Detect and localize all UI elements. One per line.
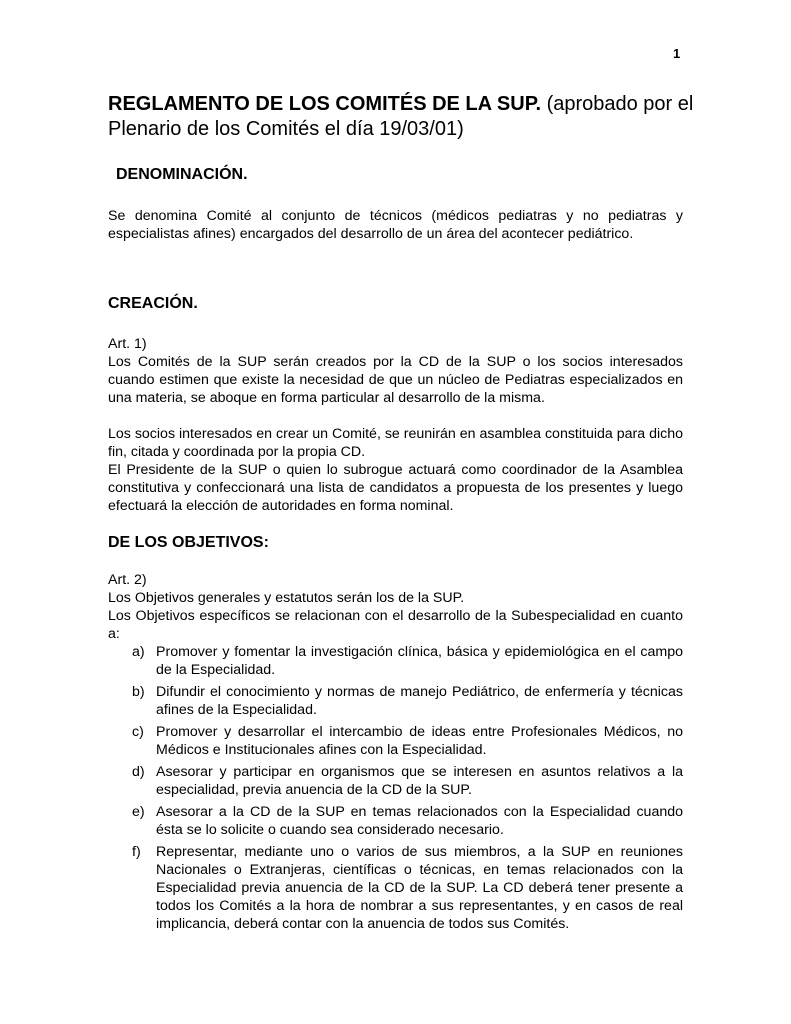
- objective-letter: d): [132, 764, 145, 780]
- objetivos-paragraph-2: Los Objetivos específicos se relacionan con el desarrollo de la Subespecialidad en cuanto a:: [108, 608, 683, 642]
- objective-text: Promover y desarrollar el intercambio de ideas entre Profesionales Médicos, no Médicos e Institucionales afines con la Especialidad.: [156, 724, 683, 758]
- objective-item-a: [132, 643, 683, 679]
- objective-item-d: [132, 763, 683, 799]
- document-title-bold: REGLAMENTO DE LOS COMITÉS DE LA SUP.: [108, 93, 542, 115]
- objective-text: Promover y fomentar la investigación clínica, básica y epidemiológica en el campo de la Especialidad.: [156, 644, 683, 678]
- objective-text: Representar, mediante uno o varios de sus miembros, a la SUP en reuniones Nacionales o Extranjeras, científicas o técnicas, en temas relacionados con la Especialidad previa anuencia de la CD de la SUP. La CD deberá tener presente a todos los Comités a la hora de nombrar a sus representantes, y en casos de real implicancia, deberá contar con la anuencia de todos sus Comités.: [156, 844, 683, 932]
- objective-text: Asesorar y participar en organismos que se interesen en asuntos relativos a la especialidad, previa anuencia de la CD de la SUP.: [156, 764, 683, 798]
- page-number: 1: [673, 46, 681, 61]
- objective-text: Difundir el conocimiento y normas de manejo Pediátrico, de enfermería y técnicas afines de la Especialidad.: [156, 684, 683, 718]
- denominacion-paragraph: Se denomina Comité al conjunto de técnicos (médicos pediatras y no pediatras y especialistas afines) encargados del desarrollo de un área del acontecer pediátrico.: [108, 208, 683, 242]
- section-heading-objetivos: DE LOS OBJETIVOS:: [108, 534, 269, 551]
- section-heading-denominacion: DENOMINACIÓN.: [116, 166, 248, 183]
- objectives-list: [132, 643, 683, 937]
- objetivos-paragraph-1: Los Objetivos generales y estatutos serán los de la SUP.: [108, 590, 465, 606]
- section-heading-creacion: CREACIÓN.: [108, 295, 198, 312]
- objective-item-b: [132, 683, 683, 719]
- objective-text: Asesorar a la CD de la SUP en temas relacionados con la Especialidad cuando ésta se lo solicite o cuando sea considerado necesario.: [156, 804, 683, 838]
- objective-item-f: [132, 843, 683, 933]
- objective-letter: e): [132, 804, 145, 820]
- objective-letter: c): [132, 724, 144, 740]
- article-label-2: Art. 2): [108, 572, 147, 588]
- creacion-paragraph-3: El Presidente de la SUP o quien lo subrogue actuará como coordinador de la Asamblea constitutiva y confeccionará una lista de candidatos a propuesta de los presentes y luego efectuará la elección de autoridades en forma nominal.: [108, 462, 683, 514]
- document-title-subtitle: (aprobado por el Plenario de los Comités el día 19/03/01): [108, 93, 694, 140]
- objective-item-e: [132, 803, 683, 839]
- document-title: [108, 92, 708, 142]
- objective-letter: a): [132, 644, 145, 660]
- article-label-1: Art. 1): [108, 336, 147, 352]
- creacion-paragraph-1: Los Comités de la SUP serán creados por la CD de la SUP o los socios interesados cuando estimen que existe la necesidad de que un núcleo de Pediatras especializados en una materia, se aboque en forma particular al desarrollo de la misma.: [108, 354, 683, 406]
- objective-letter: b): [132, 684, 145, 700]
- objective-item-c: [132, 723, 683, 759]
- creacion-paragraph-2: Los socios interesados en crear un Comité, se reunirán en asamblea constituida para dicho fin, citada y coordinada por la propia CD.: [108, 426, 683, 460]
- objective-letter: f): [132, 844, 141, 860]
